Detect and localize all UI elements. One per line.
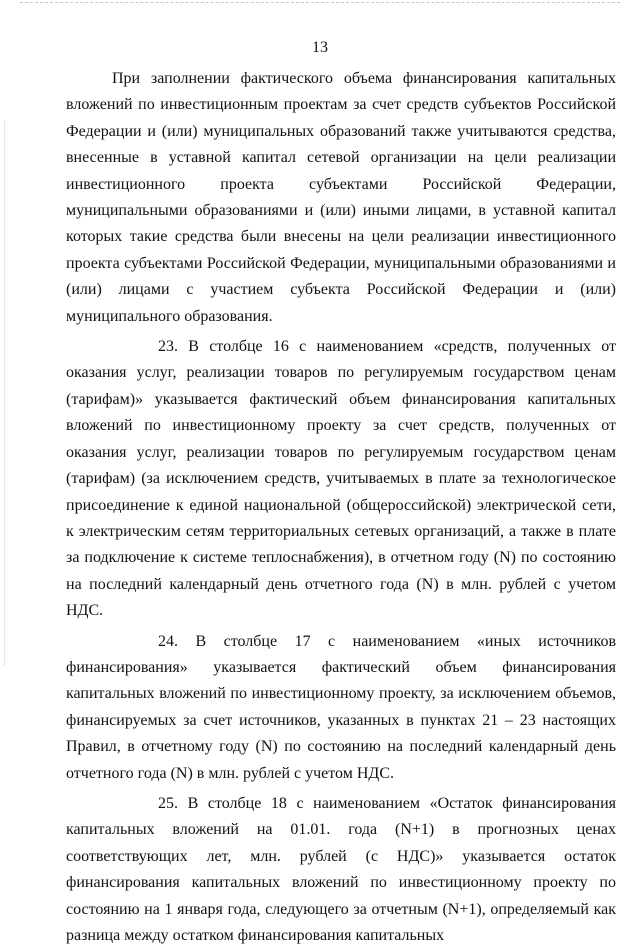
- paragraph-text: При заполнении фактического объема финансирования капитальных вложений по инвестиционным проектам за счет средств субъектов Российской Федерации и (или) муниципальных образований также учитываются средства, внесенные в уставной капитал сетевой организации на цели реализации инвестиционного проекта субъектами Российской Федерации, муниципальными образованиями и (или) иными лицами, в уставной капитал которых такие средства были внесены на цели реализации инвестиционного проекта субъектами Российской Федерации, муниципальными образованиями и (или) лицами с участием субъекта Российской Федерации и (или) муниципального образования.: [66, 70, 616, 325]
- paragraph-intro: [66, 66, 616, 330]
- paragraph-23: [66, 334, 616, 624]
- paragraph-text: В столбце 17 с наименованием «иных источников финансирования» указывается фактический объем финансирования капитальных вложений по инвестиционному проекту, за исключением объемов, финансируемых за счет источников, указанных в пунктах 21 – 23 настоящих Правил, в отчетному году (N) по состоянию на последний календарный день отчетного года (N) в млн. рублей с учетом НДС.: [66, 632, 617, 782]
- paragraph-number: 23.: [158, 338, 178, 356]
- scan-top-edge: [20, 2, 620, 3]
- paragraph-number: 24.: [158, 632, 178, 650]
- scan-left-edge: [4, 120, 5, 665]
- paragraph-text: В столбце 16 с наименованием «средств, полученных от оказания услуг, реализации товаров по регулируемым государством ценам (тарифам)» указывается фактический объем финансирования капитальных вложений по инвестиционному проекту за счет средств, полученных от оказания услуг, реализации товаров по регулируемым государством ценам (тарифам) (за исключением средств, учитываемых в плате за технологическое присоединение к единой национальной (общероссийской) электрической сети, к электрическим сетям территориальных сетевых организаций, а также в плате за подключение к системе теплоснабжения), в отчетном году (N) по состоянию на последний календарный день отчетного года (N) в млн. рублей с учетом НДС.: [66, 338, 617, 620]
- paragraph-25: [66, 791, 616, 949]
- document-body: [66, 66, 616, 949]
- paragraph-24: [66, 629, 616, 787]
- paragraph-number: 25.: [158, 794, 178, 812]
- page-number: 13: [312, 39, 328, 56]
- paragraph-text: В столбце 18 с наименованием «Остаток финансирования капитальных вложений на 01.01. года (N+1) в прогнозных ценах соответствующих лет, млн. рублей (с НДС)» указывается остаток финансирования капитальных вложений по инвестиционному проекту по состоянию на 1 января года, следующего за отчетным (N+1), определяемый как разница между остатком финансирования капитальных: [66, 794, 616, 944]
